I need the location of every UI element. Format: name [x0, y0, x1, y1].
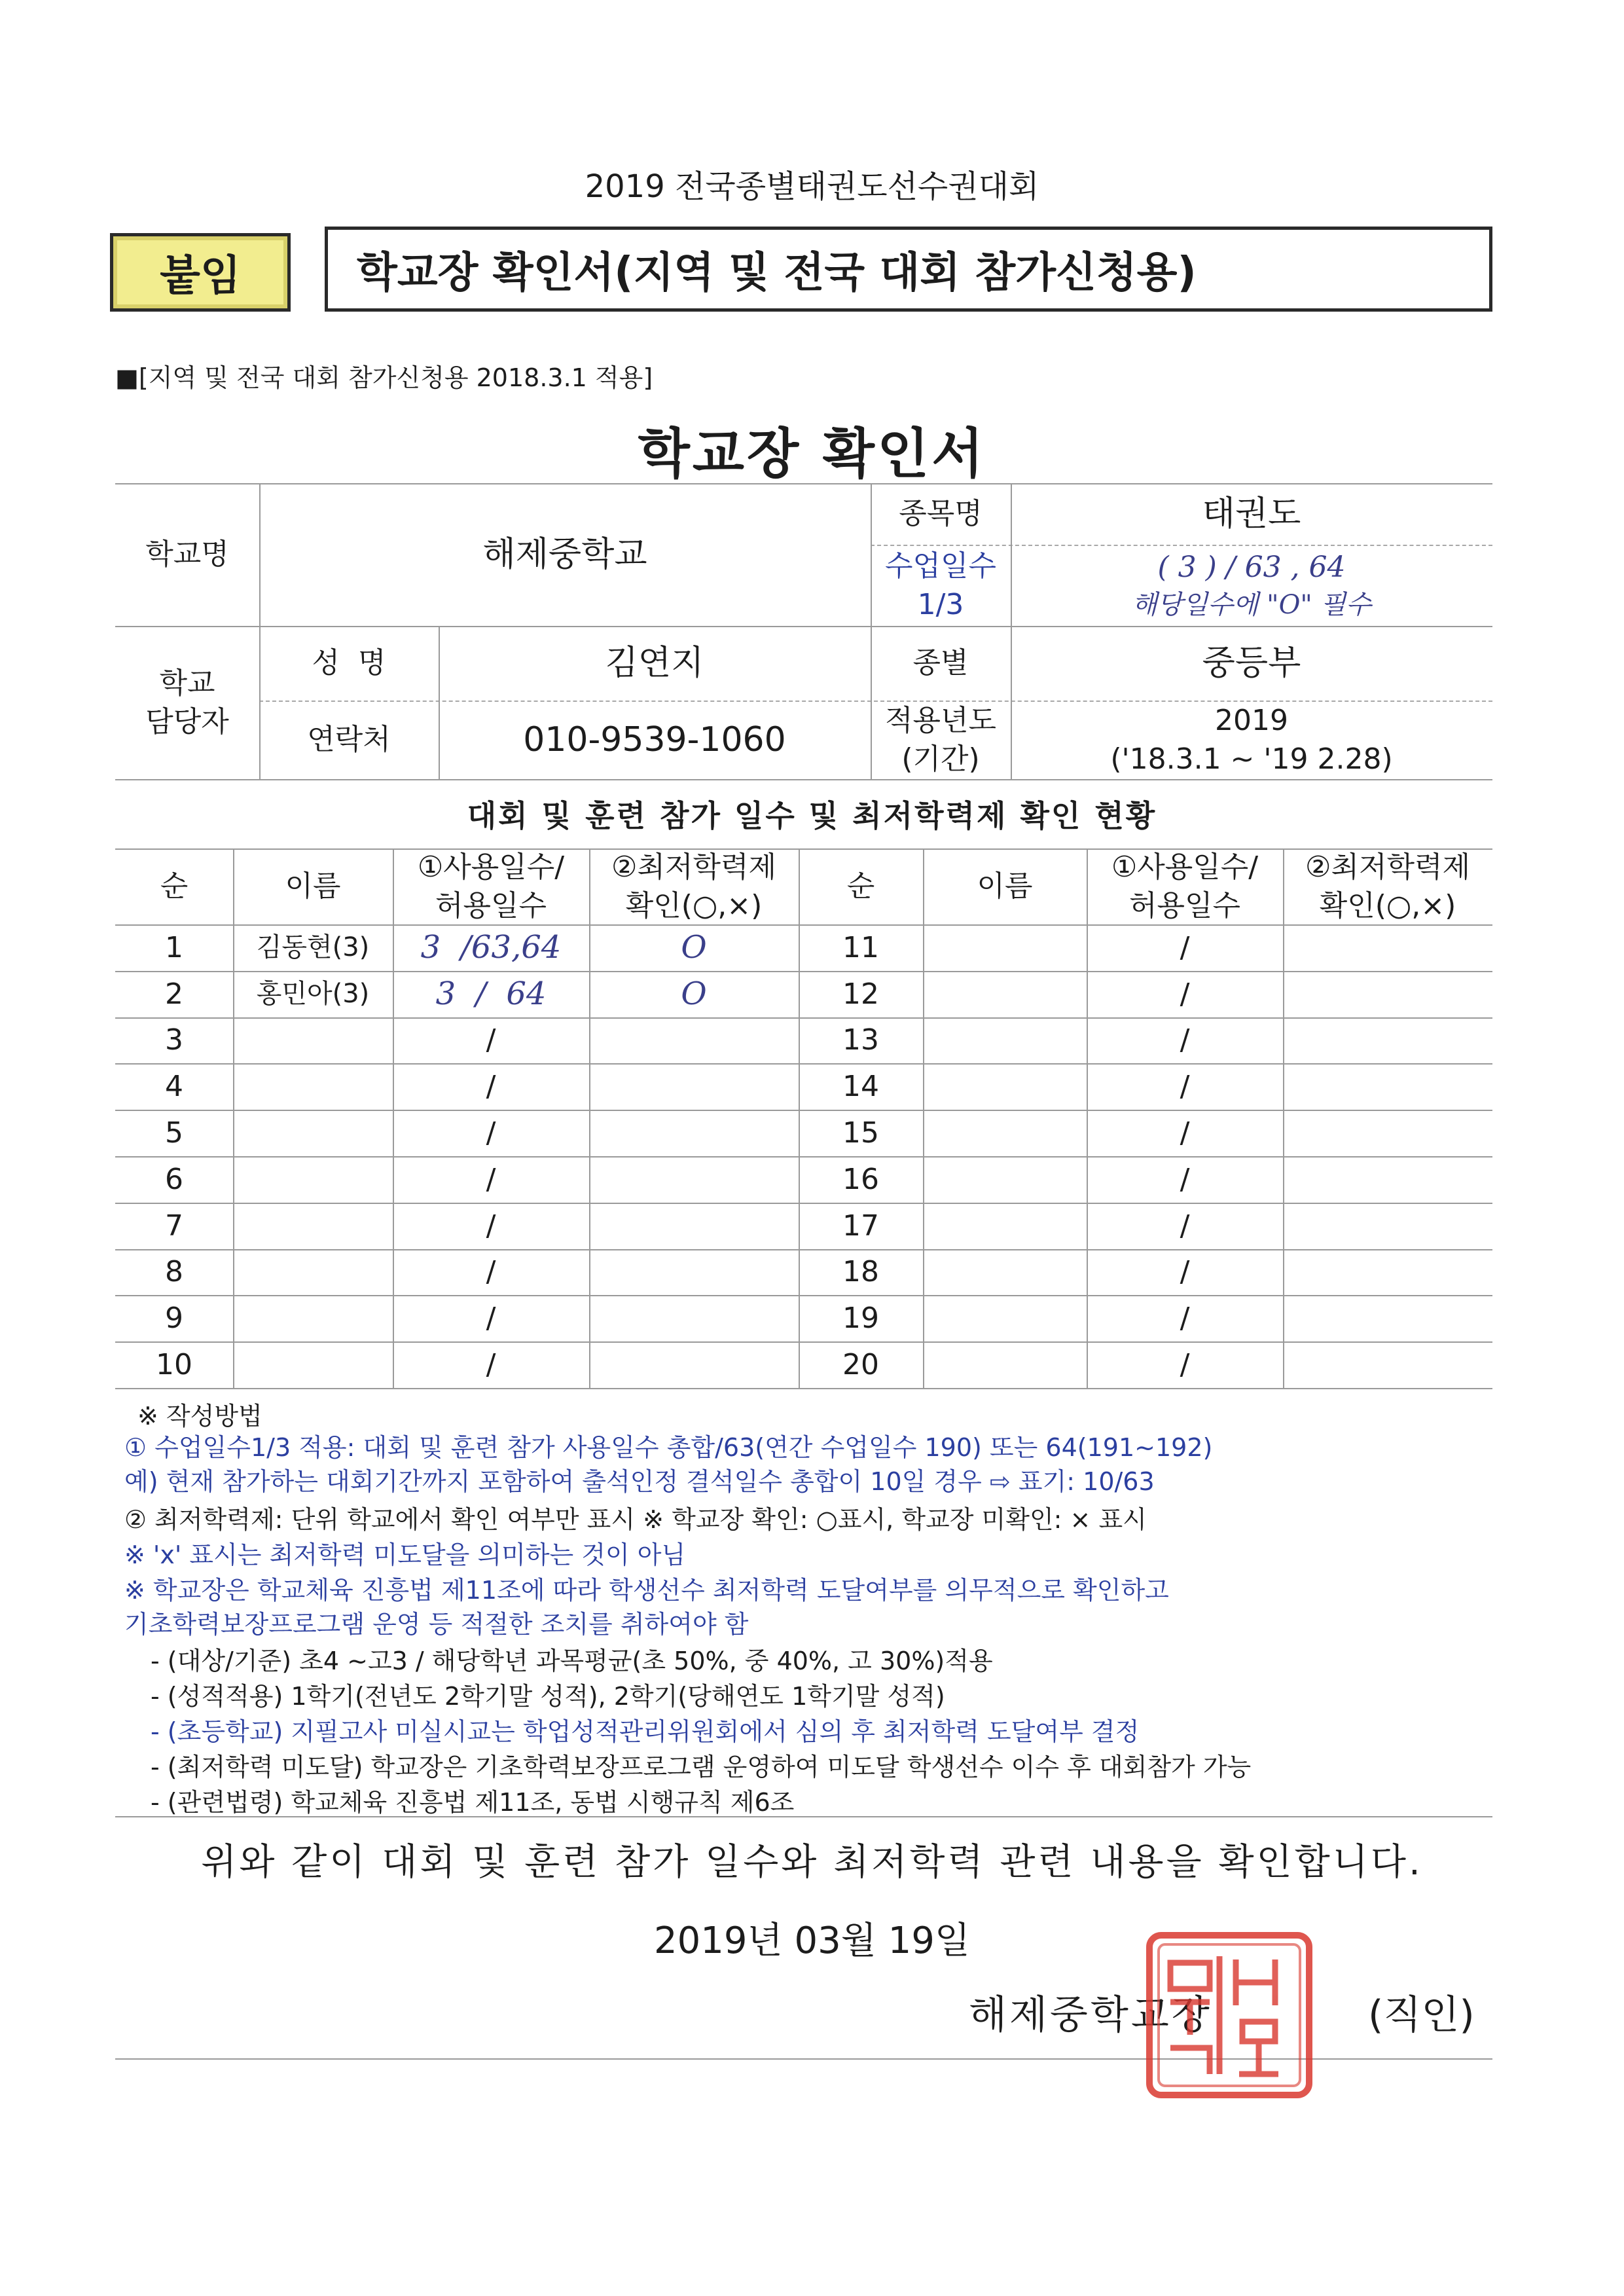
instruction-line: ※ 학교장은 학교체육 진흥법 제11조에 따라 학생선수 최저학력 도달여부를 의무적으로 확인하고: [124, 1576, 1169, 1605]
row-number: 16: [842, 1162, 879, 1196]
used-days: /: [1180, 1209, 1190, 1243]
row-number: 12: [842, 977, 879, 1011]
row-number: 14: [842, 1070, 879, 1104]
instruction-line: - (초등학교) 지필고사 미실시교는 학업성적관리위원회에서 심의 후 최저학력 도달여부 결정: [151, 1717, 1140, 1746]
used-days: /: [1180, 1023, 1190, 1057]
col-check-header: ②최저학력제 확인(○,×): [611, 850, 776, 922]
instruction-line: 기초학력보장프로그램 운영 등 적절한 조치를 취하여야 함: [124, 1610, 749, 1639]
sport-value: 태권도: [1202, 494, 1301, 534]
used-days: /: [486, 1255, 496, 1289]
student-name: [233, 1341, 393, 1388]
used-days: /: [1180, 977, 1190, 1011]
used-days: /: [1180, 1302, 1190, 1336]
used-days: /: [1180, 1255, 1190, 1289]
days-handwritten-value: ( 3 ) / 63 , 64: [1157, 551, 1346, 585]
document-title: 학교장 확인서: [638, 423, 986, 485]
sport-label: 종목명: [899, 497, 983, 531]
attachment-tag: 붙임: [110, 233, 291, 312]
instruction-line: ① 수업일수1/3 적용: 대회 및 훈련 참가 사용일수 총합/63(연간 수업일수 190) 또는 64(191~192): [124, 1433, 1213, 1462]
min-academic-check: [589, 1295, 799, 1341]
used-days: /: [486, 1209, 496, 1243]
row-number: 7: [165, 1209, 183, 1243]
application-note: ■[지역 및 전국 대회 참가신청용 2018.3.1 적용]: [115, 363, 653, 392]
row-number: 8: [165, 1255, 183, 1289]
used-days: 3 / 64: [435, 975, 547, 1012]
days-hint: 해당일수에 "O" 필수: [1132, 589, 1371, 620]
used-days: /: [486, 1302, 496, 1336]
min-academic-check: O: [681, 929, 707, 966]
col-days-header-right: ①사용일수/ 허용일수: [1111, 850, 1259, 922]
seal-label: (직인): [1368, 1992, 1475, 2038]
division-value: 중등부: [1202, 643, 1301, 683]
used-days: /: [486, 1023, 496, 1057]
col-name-header: 이름: [285, 869, 341, 903]
row-number: 2: [165, 977, 183, 1011]
year-value: 2019 ('18.3.1 ~ '19 2.28): [1110, 703, 1393, 776]
row-number: 13: [842, 1023, 879, 1057]
participation-table-title: 대회 및 훈련 참가 일수 및 최저학력제 확인 현황: [467, 798, 1157, 833]
min-academic-check: [589, 1110, 799, 1156]
row-number: 1: [165, 930, 183, 964]
min-academic-check: [589, 1017, 799, 1064]
student-name: [233, 1017, 393, 1064]
confirmation-statement: 위와 같이 대회 및 훈련 참가 일수와 최저학력 관련 내용을 확인합니다.: [201, 1841, 1423, 1884]
staff-label: 학교 담당자: [145, 666, 229, 738]
col-check-header-right: ②최저학력제 확인(○,×): [1305, 850, 1470, 922]
used-days: /: [486, 1070, 496, 1104]
issue-date: 2019년 03월 19일: [654, 1920, 970, 1962]
instructions-heading: ※ 작성방법: [137, 1402, 262, 1430]
row-number: 18: [842, 1255, 879, 1289]
student-name: [233, 1249, 393, 1296]
row-number: 20: [842, 1347, 879, 1381]
instruction-line: - (최저학력 미도달) 학교장은 기초학력보장프로그램 운영하여 미도달 학생선수 이수 후 대회참가 가능: [151, 1753, 1252, 1781]
year-label: 적용년도 (기간): [884, 703, 996, 776]
student-name: 김동현(3): [256, 932, 370, 963]
division-label: 종별: [912, 646, 969, 680]
col-name-header-right: 이름: [977, 869, 1033, 903]
school-days-label: 수업일수 1/3: [884, 549, 996, 621]
student-name: [233, 1063, 393, 1110]
used-days: /: [486, 1162, 496, 1196]
used-days: /: [1180, 1347, 1190, 1381]
min-academic-check: [589, 1156, 799, 1203]
staff-name-value: 김연지: [605, 643, 704, 683]
row-number: 10: [156, 1347, 192, 1381]
event-title: 2019 전국종별태권도선수권대회: [585, 168, 1039, 205]
instruction-line: 예) 현재 참가하는 대회기간까지 포함하여 출석인정 결석일수 총합이 10일 경우 ⇨ 표기: 10/63: [124, 1467, 1155, 1496]
instruction-line: - (성적적용) 1학기(전년도 2학기말 성적), 2학기(당해연도 1학기말 성적): [151, 1682, 945, 1711]
instruction-line: - (관련법령) 학교체육 진흥법 제11조, 동법 시행규칙 제6조: [151, 1788, 795, 1817]
row-number: 9: [165, 1302, 183, 1336]
col-no-header-right: 순: [846, 869, 875, 903]
col-days-header: ①사용일수/ 허용일수: [417, 850, 565, 922]
row-number: 11: [842, 930, 879, 964]
document-heading: 학교장 확인서(지역 및 전국 대회 참가신청용): [325, 227, 1492, 312]
row-number: 19: [842, 1302, 879, 1336]
min-academic-check: [589, 1063, 799, 1110]
row-number: 5: [165, 1116, 183, 1150]
principal-title: 해제중학교장: [969, 1992, 1212, 2038]
min-academic-check: [589, 1203, 799, 1249]
row-number: 6: [165, 1162, 183, 1196]
used-days: /: [486, 1116, 496, 1150]
staff-name-label: 성 명: [312, 646, 386, 680]
used-days: /: [1180, 930, 1190, 964]
student-name: 홍민아(3): [256, 979, 370, 1010]
school-name-label: 학교명: [145, 538, 229, 572]
col-no-header: 순: [160, 869, 189, 903]
student-name: [233, 1156, 393, 1203]
official-seal-icon: [1144, 1930, 1314, 2100]
staff-contact-label: 연락처: [307, 723, 391, 757]
instruction-line: ※ 'x' 표시는 최저학력 미도달을 의미하는 것이 아님: [124, 1540, 686, 1569]
min-academic-check: [589, 1341, 799, 1388]
school-name-value: 해제중학교: [482, 534, 647, 574]
instruction-line: - (대상/기준) 초4 ~고3 / 해당학년 과목평균(초 50%, 중 40%, 고 30%)적용: [151, 1647, 993, 1675]
row-number: 15: [842, 1116, 879, 1150]
used-days: /: [486, 1347, 496, 1381]
min-academic-check: O: [681, 975, 707, 1012]
used-days: /: [1180, 1070, 1190, 1104]
school-days-value: [1011, 545, 1492, 626]
instruction-line: ② 최저학력제: 단위 학교에서 확인 여부만 표시 ※ 학교장 확인: ○표시, 학교장 미확인: × 표시: [124, 1505, 1147, 1534]
used-days: /: [1180, 1162, 1190, 1196]
student-name: [233, 1110, 393, 1156]
student-name: [233, 1203, 393, 1249]
row-number: 17: [842, 1209, 879, 1243]
row-number: 4: [165, 1070, 183, 1104]
staff-contact-value: 010-9539-1060: [523, 720, 786, 759]
used-days: /: [1180, 1116, 1190, 1150]
used-days: 3 /63,64: [420, 929, 562, 966]
row-number: 3: [165, 1023, 183, 1057]
min-academic-check: [589, 1249, 799, 1296]
student-name: [233, 1295, 393, 1341]
